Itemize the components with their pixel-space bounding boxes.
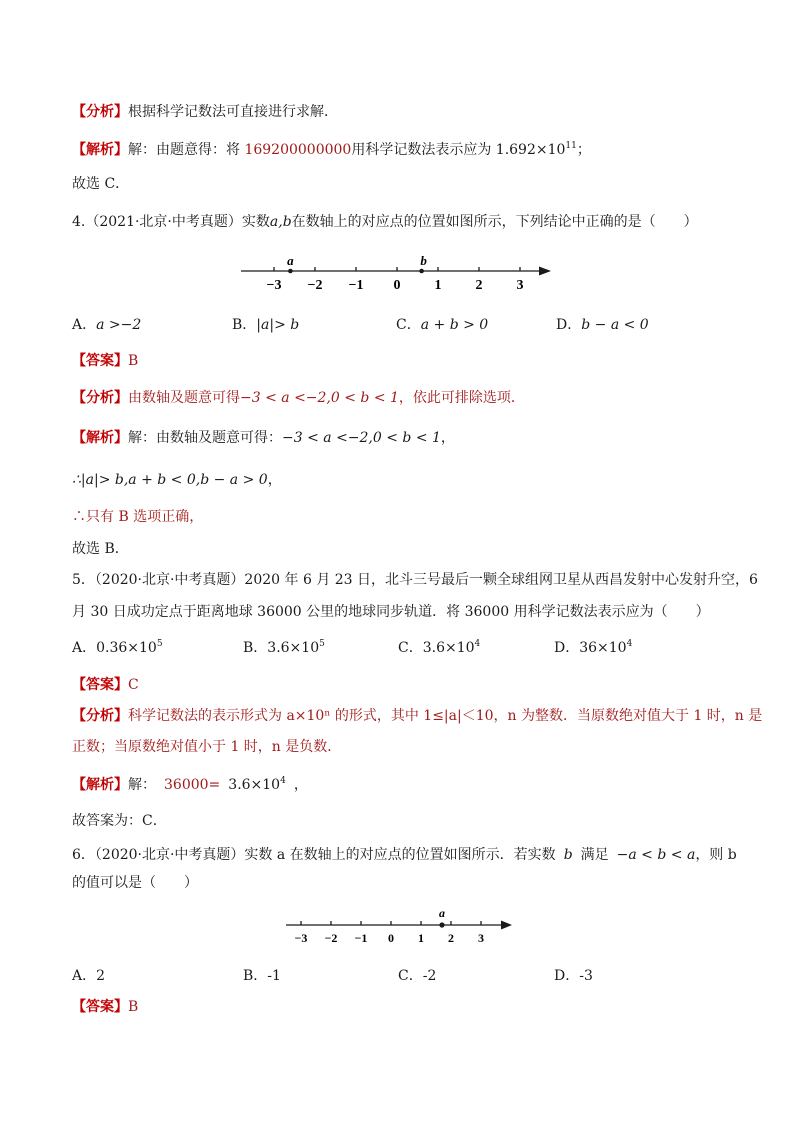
answer-tag: 【答案】 bbox=[72, 677, 128, 693]
q5-answer bbox=[72, 675, 732, 695]
q6-stem-line2: 的值可以是（ ） bbox=[72, 875, 198, 891]
result-base: 1.692×10 bbox=[495, 142, 566, 158]
answer-value: B bbox=[128, 999, 139, 1015]
option-letter: A． bbox=[72, 317, 97, 333]
q6-option-b bbox=[243, 966, 281, 986]
solution-text-mid: 用科学记数法表示应为 bbox=[351, 142, 492, 158]
q6-tick-label: −2 bbox=[324, 931, 338, 945]
q4-tick-label: −2 bbox=[307, 278, 323, 293]
solution-text: 解：由题意得：将 bbox=[128, 142, 240, 158]
q4-option-c bbox=[396, 315, 488, 335]
option-value: -2 bbox=[422, 968, 437, 984]
option-exponent: 4 bbox=[626, 639, 633, 649]
analysis-tag: 【分析】 bbox=[72, 390, 128, 406]
solution-tag: 【解析】 bbox=[72, 777, 128, 793]
point-a-label: a bbox=[439, 906, 445, 920]
option-letter: B． bbox=[243, 640, 268, 656]
q6-stem-mid: 满足 bbox=[580, 847, 609, 863]
axis-arrow-icon bbox=[501, 921, 512, 930]
q6-tick-label: 3 bbox=[478, 931, 484, 945]
analysis-text: 科学记数法的表示形式为 a×10ⁿ 的形式，其中 1≤|a|＜10，n 为整数．当原数绝对值大于 1 时，n 是 bbox=[128, 708, 763, 724]
q4-tick-label: −1 bbox=[348, 278, 364, 293]
option-base: 0.36×10 bbox=[96, 640, 157, 656]
answer-tag: 【答案】 bbox=[72, 353, 128, 369]
solution-tail: ， bbox=[440, 430, 455, 446]
option-base: 3.6×10 bbox=[422, 640, 475, 656]
solution-base: 3.6×10 bbox=[228, 777, 281, 793]
axis-arrow-icon bbox=[539, 267, 551, 276]
q3-analysis bbox=[72, 102, 732, 122]
q4-vars: a,b bbox=[269, 214, 292, 230]
q4-stem-a: 4.（2021·北京·中考真题）实数 bbox=[72, 214, 270, 230]
solution-tag: 【解析】 bbox=[72, 142, 128, 158]
answer-value: C bbox=[128, 677, 139, 693]
solution-text: 解： bbox=[128, 777, 156, 793]
q5-analysis-line1 bbox=[72, 706, 763, 726]
option-letter: A． bbox=[72, 640, 97, 656]
q5-option-c bbox=[398, 638, 480, 658]
q5-option-d bbox=[554, 638, 632, 658]
option-exponent: 4 bbox=[474, 639, 481, 649]
q6-number-line bbox=[280, 903, 520, 947]
point-b bbox=[419, 269, 424, 274]
point-b-label: b bbox=[420, 254, 427, 268]
q6-tick-label: 0 bbox=[388, 931, 394, 945]
q4-answer bbox=[72, 351, 732, 371]
q3-conclusion: 故选 C． bbox=[72, 176, 130, 192]
q6-stem bbox=[72, 845, 737, 865]
option-letter: A． bbox=[72, 968, 97, 984]
q6-var-b: b bbox=[563, 847, 573, 863]
q4-tick-label: −3 bbox=[266, 278, 282, 293]
q6-option-c bbox=[398, 966, 436, 986]
option-base: 3.6×10 bbox=[267, 640, 320, 656]
q6-tick-label: −3 bbox=[294, 931, 308, 945]
q3-solution bbox=[72, 140, 732, 160]
q4-option-d bbox=[556, 315, 649, 335]
q5-analysis-line2: 正数；当原数绝对值小于 1 时，n 是负数． bbox=[72, 739, 342, 755]
option-expr: a + b > 0 bbox=[420, 317, 489, 333]
solution-number: 36000= bbox=[164, 777, 221, 793]
point-a-label: a bbox=[287, 254, 294, 268]
option-letter: C． bbox=[398, 968, 423, 984]
q4-option-a bbox=[72, 315, 141, 335]
analysis-expr: −3 < a <−2,0 < b < 1 bbox=[240, 390, 399, 406]
option-expr: b − a < 0 bbox=[581, 317, 649, 333]
option-value: -1 bbox=[267, 968, 281, 984]
q4-tick-label: 3 bbox=[516, 278, 524, 293]
option-letter: C． bbox=[396, 317, 421, 333]
q6-option-a bbox=[72, 966, 105, 986]
answer-value: B bbox=[128, 353, 139, 369]
analysis-text-b: ，依此可排除选项． bbox=[398, 390, 525, 406]
q4-solution bbox=[72, 428, 732, 448]
analysis-text: 根据科学记数法可直接进行求解． bbox=[128, 104, 338, 120]
q4-analysis bbox=[72, 388, 732, 408]
solution-text: 解：由数轴及题意可得： bbox=[128, 430, 282, 446]
option-expr: a >−2 bbox=[96, 317, 142, 333]
q4-tick-label: 1 bbox=[434, 278, 442, 293]
option-exponent: 5 bbox=[319, 639, 325, 649]
q6-condition: −a < b < a bbox=[616, 847, 696, 863]
point-a bbox=[439, 922, 444, 927]
result-exponent: 11 bbox=[565, 141, 577, 151]
big-number: 169200000000 bbox=[244, 142, 352, 158]
q4-tick-label: 2 bbox=[475, 278, 483, 293]
therefore-tail: ， bbox=[267, 472, 282, 488]
option-letter: D． bbox=[554, 968, 580, 984]
q4-stem bbox=[72, 212, 732, 232]
option-letter: C． bbox=[398, 640, 423, 656]
q6-tick-label: −1 bbox=[354, 931, 368, 945]
analysis-tag: 【分析】 bbox=[72, 104, 128, 120]
q6-tick-label: 1 bbox=[418, 931, 424, 945]
q4-conclusion: 故选 B． bbox=[72, 541, 129, 557]
option-value: -3 bbox=[579, 968, 593, 984]
q5-solution bbox=[72, 775, 732, 795]
solution-exponent: 4 bbox=[280, 776, 286, 786]
option-value: 2 bbox=[96, 968, 106, 984]
q4-tick-label: 0 bbox=[393, 278, 401, 293]
option-base: 36×10 bbox=[579, 640, 627, 656]
q6-answer bbox=[72, 997, 732, 1017]
therefore-expr: ∴|a|> b,a + b < 0,b − a > 0 bbox=[72, 472, 268, 488]
result-tail: ； bbox=[576, 142, 591, 158]
solution-tag: 【解析】 bbox=[72, 430, 128, 446]
q4-therefore bbox=[72, 470, 732, 490]
point-a bbox=[288, 269, 293, 274]
q5-stem-line2: 月 30 日成功定点于距离地球 36000 公里的地球同步轨道．将 36000 用科学记数法表示应为（ ） bbox=[72, 604, 710, 620]
q6-option-d bbox=[554, 966, 593, 986]
analysis-text: 由数轴及题意可得 bbox=[128, 390, 240, 406]
q5-stem-line1: 5．（2020·北京·中考真题）2020 年 6 月 23 日，北斗三号最后一颗全球组网卫星从西昌发射中心发射升空，6 bbox=[72, 572, 758, 588]
analysis-tag: 【分析】 bbox=[72, 708, 128, 724]
solution-expr: −3 < a <−2,0 < b < 1 bbox=[282, 430, 441, 446]
q5-conclusion: 故答案为：C． bbox=[72, 813, 167, 829]
q4-number-line bbox=[235, 254, 555, 294]
q5-option-a bbox=[72, 638, 163, 658]
q5-option-b bbox=[243, 638, 325, 658]
q4-stem-b: 在数轴上的对应点的位置如图所示，下列结论中正确的是（ ） bbox=[291, 214, 698, 230]
q6-stem-a: 6．（2020·北京·中考真题）实数 a 在数轴上的对应点的位置如图所示．若实数 bbox=[72, 847, 556, 863]
q4-option-b bbox=[232, 315, 299, 335]
q6-stem-b: ，则 b bbox=[695, 847, 737, 863]
solution-tail: ， bbox=[293, 777, 308, 793]
option-expr: |a|> b bbox=[256, 317, 300, 333]
q6-tick-label: 2 bbox=[448, 931, 454, 945]
q4-only-b: ∴只有 B 选项正确， bbox=[72, 509, 204, 525]
answer-tag: 【答案】 bbox=[72, 999, 128, 1015]
option-letter: D． bbox=[556, 317, 582, 333]
option-letter: D． bbox=[554, 640, 580, 656]
option-letter: B． bbox=[243, 968, 268, 984]
option-exponent: 5 bbox=[156, 639, 163, 649]
option-letter: B． bbox=[232, 317, 257, 333]
